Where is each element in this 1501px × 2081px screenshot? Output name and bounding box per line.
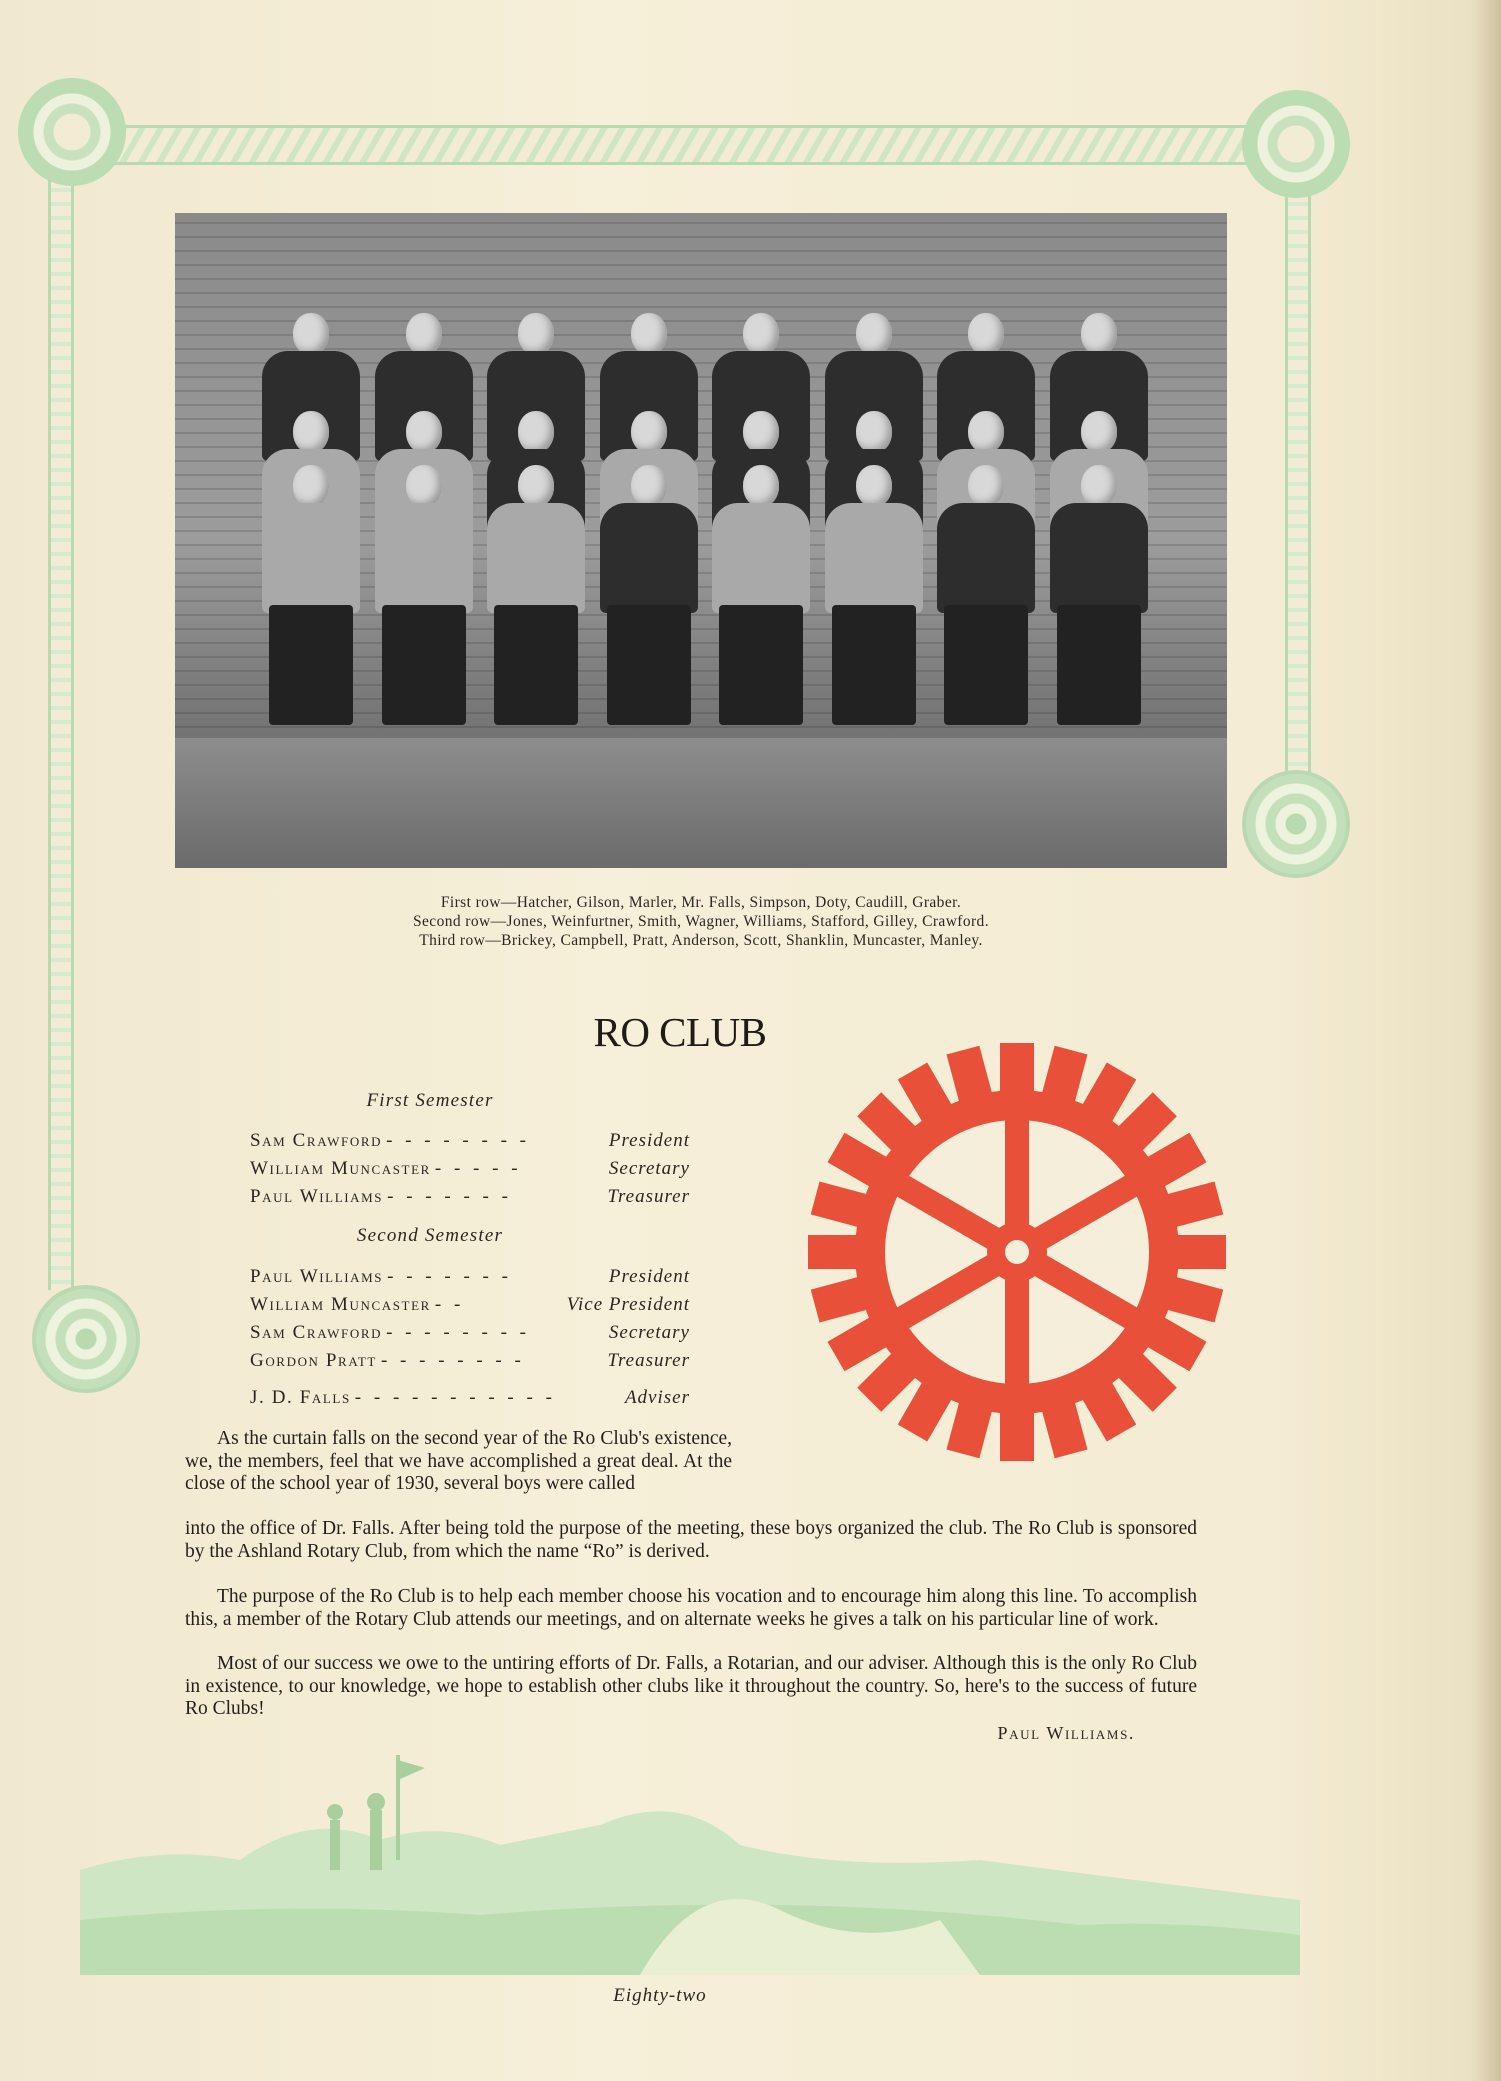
photo-ground bbox=[175, 738, 1227, 868]
leader-dots: - - - - - - - - bbox=[386, 1130, 530, 1151]
author-signature: Paul Williams. bbox=[997, 1723, 1135, 1743]
officer-role: Treasurer bbox=[607, 1186, 690, 1207]
officer-name: William Muncaster bbox=[250, 1294, 431, 1315]
adviser-name: J. D. Falls bbox=[250, 1387, 351, 1408]
officer-name: Paul Williams bbox=[250, 1266, 384, 1287]
leader-dots: - - bbox=[434, 1294, 465, 1315]
officer-row bbox=[250, 1158, 690, 1186]
paragraph-1-narrow: As the curtain falls on the second year of the Ro Club's existence, we, the members, feel that we have accomplished a great deal. At the close of the school year of 1930, several boys were called bbox=[185, 1428, 732, 1494]
group-photo bbox=[175, 213, 1227, 868]
officer-role: Secretary bbox=[608, 1322, 690, 1343]
page-gutter-shadow bbox=[1471, 0, 1501, 2081]
left-medallion-icon bbox=[32, 1285, 140, 1393]
photo-person bbox=[594, 465, 704, 745]
right-border-ornament bbox=[1285, 160, 1311, 800]
officer-role: Secretary bbox=[608, 1158, 690, 1179]
page-title: RO CLUB bbox=[593, 1009, 767, 1055]
left-border-ornament bbox=[48, 160, 74, 1290]
corner-ornament-right-icon bbox=[1242, 90, 1350, 198]
leader-dots: - - - - - bbox=[434, 1158, 522, 1179]
officer-name: Paul Williams bbox=[250, 1186, 384, 1207]
officer-row bbox=[250, 1350, 690, 1378]
adviser-line bbox=[250, 1387, 690, 1415]
paragraph-3: Most of our success we owe to the untiring efforts of Dr. Falls, a Rotarian, and our adviser. Although this is the only Ro Club in existence, to our knowledge, we hope to establish other clubs like it throughout the country. So, here's to the success of future Ro Clubs! bbox=[185, 1653, 1197, 1719]
officer-row bbox=[250, 1322, 690, 1350]
officer-role: Vice President bbox=[566, 1294, 690, 1315]
leader-dots: - - - - - - - - bbox=[380, 1350, 525, 1371]
second-semester-heading: Second Semester bbox=[356, 1225, 504, 1246]
photo-person bbox=[256, 465, 366, 745]
officer-row bbox=[250, 1294, 690, 1322]
second-semester-officers bbox=[250, 1266, 690, 1378]
photo-person bbox=[1044, 465, 1154, 745]
caption-third-row: Third row—Brickey, Campbell, Pratt, Anderson, Scott, Shanklin, Muncaster, Manley. bbox=[419, 932, 983, 949]
photo-person bbox=[706, 465, 816, 745]
officer-role: Treasurer bbox=[607, 1350, 690, 1371]
paragraph-2: The purpose of the Ro Club is to help each member choose his vocation and to encourage him along this line. To accomplish this, a member of the Rotary Club attends our meetings, and on alternate weeks he gives a talk on his particular line of work. bbox=[185, 1586, 1197, 1630]
caption-second-row: Second row—Jones, Weinfurtner, Smith, Wagner, Williams, Stafford, Gilley, Crawford. bbox=[413, 913, 989, 930]
officer-row bbox=[250, 1387, 690, 1415]
officer-name: Sam Crawford bbox=[250, 1130, 383, 1151]
paragraph-1-continued: into the office of Dr. Falls. After being told the purpose of the meeting, these boys organized the club. The Ro Club is sponsored by the Ashland Rotary Club, from which the name “Ro” is derived. bbox=[185, 1518, 1197, 1562]
rotary-gear-icon bbox=[808, 1043, 1226, 1461]
top-border-ornament bbox=[65, 125, 1295, 165]
adviser-role: Adviser bbox=[624, 1387, 690, 1408]
photo-caption bbox=[175, 893, 1227, 950]
photo-front-row bbox=[255, 465, 1155, 745]
corner-ornament-left-icon bbox=[18, 78, 126, 186]
leader-dots: - - - - - - - - bbox=[386, 1322, 530, 1343]
photo-person bbox=[369, 465, 479, 745]
leader-dots: - - - - - - - bbox=[387, 1266, 512, 1287]
leader-dots: - - - - - - - - - - - bbox=[354, 1387, 556, 1408]
photo-person bbox=[481, 465, 591, 745]
officer-row bbox=[250, 1186, 690, 1214]
first-semester-officers bbox=[250, 1130, 690, 1214]
officer-name: William Muncaster bbox=[250, 1158, 431, 1179]
officer-name: Sam Crawford bbox=[250, 1322, 383, 1343]
right-medallion-icon bbox=[1242, 770, 1350, 878]
officer-row bbox=[250, 1266, 690, 1294]
officer-role: President bbox=[608, 1266, 690, 1287]
first-semester-heading: First Semester bbox=[366, 1090, 494, 1111]
leader-dots: - - - - - - - bbox=[387, 1186, 512, 1207]
officer-name: Gordon Pratt bbox=[250, 1350, 377, 1371]
page-number: Eighty-two bbox=[613, 1985, 707, 2006]
officer-row bbox=[250, 1130, 690, 1158]
caption-first-row: First row—Hatcher, Gilson, Marler, Mr. Falls, Simpson, Doty, Caudill, Graber. bbox=[440, 894, 962, 911]
pioneer-landscape-icon bbox=[80, 1750, 1300, 1975]
officer-role: President bbox=[608, 1130, 690, 1151]
photo-person bbox=[931, 465, 1041, 745]
photo-person bbox=[819, 465, 929, 745]
